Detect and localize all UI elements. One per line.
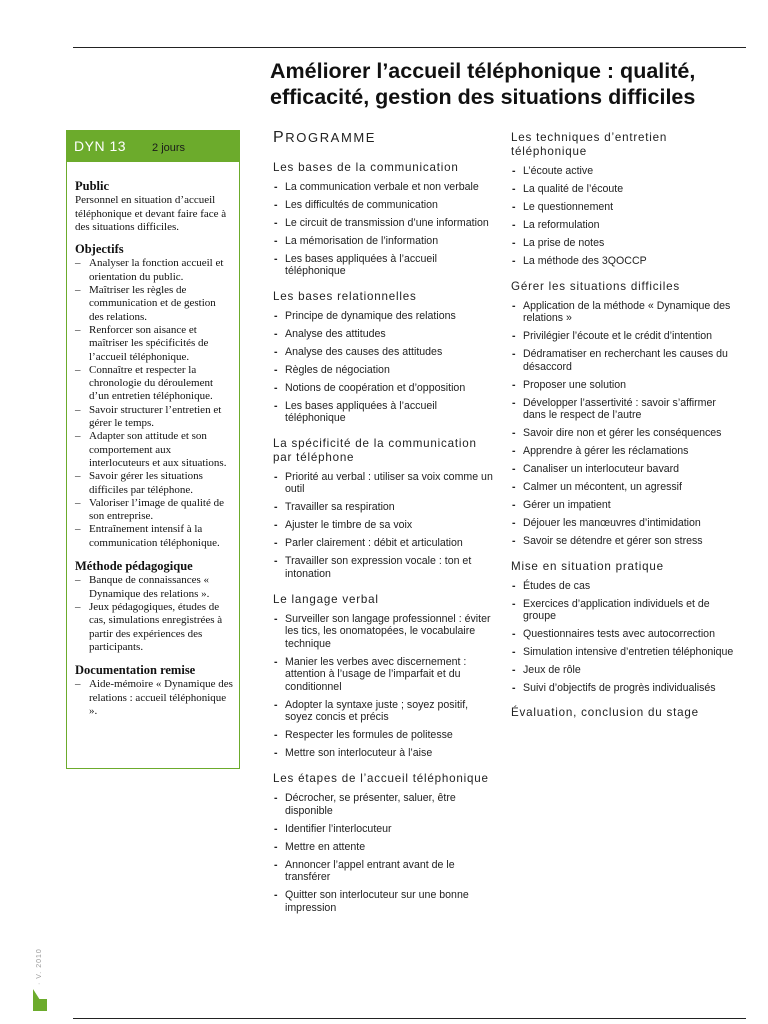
list-item: - Développer l’assertivité : savoir s’affirmer dans le respect de l’autre — [511, 397, 737, 422]
list-item: - Proposer une solution — [511, 379, 737, 392]
list-item: - Travailler sa respiration — [273, 501, 495, 514]
list-item: - Le questionnement — [511, 201, 737, 214]
list-item: - Gérer un impatient — [511, 499, 737, 512]
list-item: - Mettre son interlocuteur à l’aise — [273, 747, 495, 760]
list-item: - Les bases appliquées à l’accueil téléphonique — [273, 253, 495, 278]
documentation-list — [75, 678, 233, 718]
list-item: - Les bases appliquées à l’accueil téléphonique — [273, 400, 495, 425]
bottom-rule — [73, 1018, 746, 1019]
list-item: - Respecter les formules de politesse — [273, 729, 495, 742]
list-item: - Déjouer les manœuvres d’intimidation — [511, 517, 737, 530]
section-heading: Les bases de la communication — [273, 160, 459, 174]
course-duration: 2 jours — [152, 142, 186, 154]
objectifs-list — [75, 257, 233, 550]
methode-list — [75, 574, 233, 654]
list-item: - Manier les verbes avec discernement : attention à l’usage de l’imparfait et du conditionnel — [273, 656, 495, 694]
programme-column-middle — [273, 129, 495, 926]
section-list — [511, 580, 737, 695]
list-item: - Annoncer l’appel entrant avant de le transférer — [273, 859, 495, 884]
public-heading: Public — [75, 179, 110, 193]
list-item: - Travailler son expression vocale : ton et intonation — [273, 555, 495, 580]
section-heading: Mise en situation pratique — [511, 559, 664, 573]
section-heading: Le langage verbal — [273, 592, 379, 606]
list-item: - La qualité de l’écoute — [511, 183, 737, 196]
documentation-heading: Documentation remise — [75, 663, 196, 678]
list-item: - Calmer un mécontent, un agressif — [511, 481, 737, 494]
list-item: - Quitter son interlocuteur sur une bonne impression — [273, 889, 495, 914]
methode-heading: Méthode pédagogique — [75, 559, 193, 574]
section-heading: La spécificité de la communication par téléphone — [273, 436, 477, 464]
list-item: - Simulation intensive d’entretien téléphonique — [511, 646, 737, 659]
list-item: - Savoir se détendre et gérer son stress — [511, 535, 737, 548]
list-item: - Dédramatiser en recherchant les causes du désaccord — [511, 348, 737, 373]
list-item: - Études de cas — [511, 580, 737, 593]
section-heading: Les étapes de l’accueil téléphonique — [273, 772, 489, 786]
list-item: - La mémorisation de l’information — [273, 235, 495, 248]
list-item: - Principe de dynamique des relations — [273, 310, 495, 323]
list-item: - La prise de notes — [511, 237, 737, 250]
list-item: - Jeux de rôle — [511, 664, 737, 677]
list-item: - Application de la méthode « Dynamique des relations » — [511, 300, 737, 325]
programme-column-right — [511, 131, 737, 719]
list-item: - Analyse des attitudes — [273, 328, 495, 341]
list-item: - Règles de négociation — [273, 364, 495, 377]
section-list — [511, 165, 737, 268]
logo-icon-part — [39, 999, 47, 1011]
list-item: - La communication verbale et non verbale — [273, 181, 495, 194]
list-item: - La méthode des 3QOCCP — [511, 255, 737, 268]
list-item: - Parler clairement : débit et articulation — [273, 537, 495, 550]
list-item: – Banque de connaissances « Dynamique des relations ». — [75, 574, 233, 601]
list-item: - Ajuster le timbre de sa voix — [273, 519, 495, 532]
section-list — [273, 792, 495, 914]
course-info-box — [66, 162, 240, 769]
section-list — [273, 613, 495, 761]
list-item: – Adapter son attitude et son comportement aux interlocuteurs et aux situations. — [75, 430, 233, 470]
page-title: Améliorer l’accueil téléphonique : qualité, efficacité, gestion des situations difficiles — [270, 59, 696, 109]
public-text: Personnel en situation d’accueil téléphonique et devant faire face à des situations difficiles. — [75, 194, 227, 233]
course-code: DYN 13 — [74, 138, 127, 154]
objectifs-heading: Objectifs — [75, 242, 124, 257]
programme-heading: PROGRAMME — [273, 129, 377, 146]
list-item: - Les difficultés de communication — [273, 199, 495, 212]
list-item: - Notions de coopération et d’opposition — [273, 382, 495, 395]
list-item: - Exercices d’application individuels et de groupe — [511, 598, 737, 623]
section-heading: Les bases relationnelles — [273, 289, 417, 303]
list-item: – Connaître et respecter la chronologie du déroulement d’un entretien téléphonique. — [75, 364, 233, 404]
list-item: – Aide-mémoire « Dynamique des relations : accueil téléphonique ». — [75, 678, 233, 718]
section-list — [273, 310, 495, 425]
evaluation-heading: Évaluation, conclusion du stage — [511, 705, 699, 719]
course-code-bar — [66, 130, 240, 162]
list-item: – Savoir gérer les situations difficiles par téléphone. — [75, 470, 233, 497]
section-list — [273, 181, 495, 278]
top-rule — [73, 47, 746, 48]
list-item: - Analyse des causes des attitudes — [273, 346, 495, 359]
list-item: - Priorité au verbal : utiliser sa voix comme un outil — [273, 471, 495, 496]
list-item: - Surveiller son langage professionnel : éviter les tics, les onomatopées, le vocabulaire technique — [273, 613, 495, 651]
section-list — [273, 471, 495, 581]
list-item: – Renforcer son aisance et maîtriser les spécificités de l’accueil téléphonique. — [75, 324, 233, 364]
list-item: - Savoir dire non et gérer les conséquences — [511, 427, 737, 440]
list-item: – Savoir structurer l’entretien et gérer le temps. — [75, 404, 233, 431]
list-item: - Apprendre à gérer les réclamations — [511, 445, 737, 458]
list-item: - L’écoute active — [511, 165, 737, 178]
section-list — [511, 300, 737, 548]
list-item: – Entraînement intensif à la communication téléphonique. — [75, 523, 233, 550]
list-item: – Jeux pédagogiques, études de cas, simulations enregistrées à partir des expériences des participants. — [75, 601, 233, 654]
list-item: - Le circuit de transmission d’une information — [273, 217, 495, 230]
list-item: – Analyser la fonction accueil et orientation du public. — [75, 257, 233, 284]
list-item: - Mettre en attente — [273, 841, 495, 854]
list-item: - Identifier l’interlocuteur — [273, 823, 495, 836]
list-item: - Canaliser un interlocuteur bavard — [511, 463, 737, 476]
list-item: - La reformulation — [511, 219, 737, 232]
list-item: - Adopter la syntaxe juste ; soyez positif, soyez concis et précis — [273, 699, 495, 724]
list-item: – Maîtriser les règles de communication et de gestion des relations. — [75, 284, 233, 324]
version-label: · V. 2010 — [36, 948, 43, 985]
list-item: – Valoriser l’image de qualité de son entreprise. — [75, 497, 233, 524]
list-item: - Suivi d’objectifs de progrès individualisés — [511, 682, 737, 695]
list-item: - Décrocher, se présenter, saluer, être disponible — [273, 792, 495, 817]
section-heading: Les techniques d’entretien téléphonique — [511, 131, 668, 158]
list-item: - Privilégier l’écoute et le crédit d’intention — [511, 330, 737, 343]
list-item: - Questionnaires tests avec autocorrection — [511, 628, 737, 641]
section-heading: Gérer les situations difficiles — [511, 279, 680, 293]
